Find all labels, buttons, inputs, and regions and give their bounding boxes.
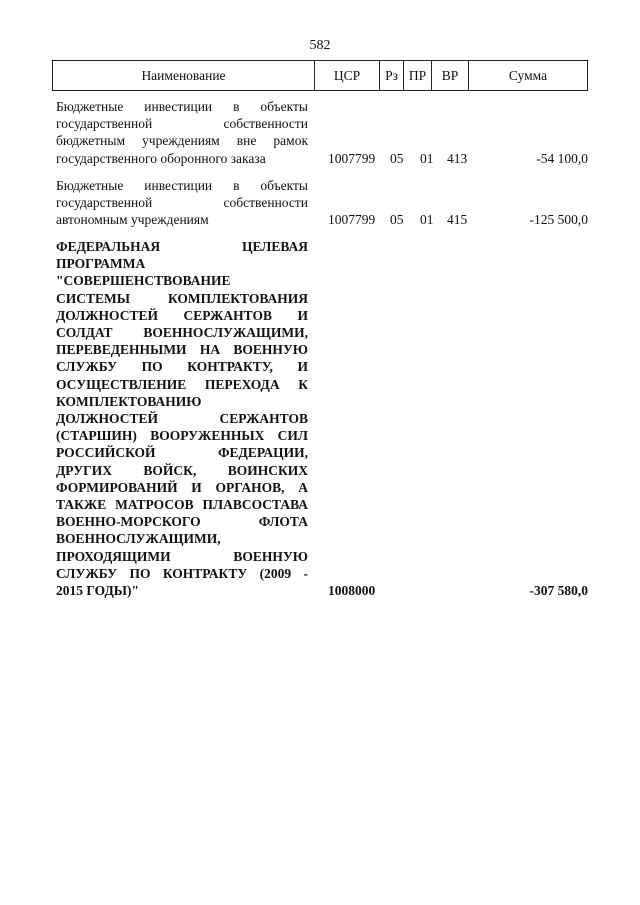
header-sum: Сумма — [508, 68, 548, 83]
row-name-line: СОЛДАТ ВОЕННОСЛУЖАЩИМИ, — [56, 325, 308, 341]
row-vr: 415 — [447, 212, 468, 228]
row-sum: -125 500,0 — [529, 212, 588, 228]
header-csr: ЦСР — [315, 61, 380, 90]
row-name-line: ФОРМИРОВАНИЙ И ОРГАНОВ, А — [56, 479, 308, 495]
row-name-line: ТАКЖЕ МАТРОСОВ ПЛАВСОСТАВА — [56, 497, 308, 513]
row-name-line: СЛУЖБУ ПО КОНТРАКТУ, И — [56, 359, 308, 375]
row-pr: 01 — [420, 150, 434, 166]
row-sum: -307 580,0 — [529, 583, 588, 598]
header-rz: Рз — [380, 61, 404, 90]
row-name-line: Бюджетные инвестиции в объекты — [56, 99, 308, 114]
row-name-line: КОМПЛЕКТОВАНИЮ — [56, 393, 202, 409]
row-name-line: РОССИЙСКОЙ ФЕДЕРАЦИИ, — [56, 445, 308, 461]
row-name-line: ВОЕННОСЛУЖАЩИМИ, — [56, 531, 221, 547]
row-name-line: государственного оборонного заказа — [56, 150, 266, 166]
row-name — [56, 177, 308, 229]
row-name-line: ПРОХОДЯЩИМИ ВОЕННУЮ — [56, 548, 308, 564]
row-name-line: ДОЛЖНОСТЕЙ СЕРЖАНТОВ — [56, 411, 308, 427]
row-name-line: бюджетным учреждениям вне рамок — [56, 133, 308, 149]
row-name-line: ДОЛЖНОСТЕЙ СЕРЖАНТОВ И — [56, 307, 308, 323]
header-name: Наименование — [53, 61, 315, 90]
row-name-line: Бюджетные инвестиции в объекты — [56, 178, 308, 193]
row-name-line: ПРОГРАММА — [56, 256, 146, 272]
page-number: 582 — [309, 38, 331, 53]
row-name-line: "СОВЕРШЕНСТВОВАНИЕ — [56, 273, 231, 289]
row-name-line: СИСТЕМЫ КОМПЛЕКТОВАНИЯ — [56, 290, 308, 306]
row-name-line: (СТАРШИН) ВООРУЖЕННЫХ СИЛ — [56, 428, 308, 444]
row-csr: 1007799 — [328, 212, 376, 228]
row-csr: 1008000 — [328, 583, 376, 598]
row-name-line: 2015 ГОДЫ)" — [56, 583, 139, 599]
row-name-line: ПЕРЕВЕДЕННЫМИ НА ВОЕННУЮ — [56, 342, 308, 358]
header-vr: ВР — [432, 61, 469, 90]
table-header — [52, 60, 588, 91]
row-name — [56, 98, 308, 167]
row-rz: 05 — [390, 212, 404, 228]
row-name-line: ВОЕННО-МОРСКОГО ФЛОТА — [56, 514, 308, 530]
row-name-line: ФЕДЕРАЛЬНАЯ ЦЕЛЕВАЯ — [56, 239, 308, 254]
row-rz: 05 — [390, 150, 404, 166]
row-name — [56, 238, 308, 599]
row-name-line: государственной собственности — [56, 195, 308, 211]
table-row — [52, 238, 588, 603]
row-name-line: СЛУЖБУ ПО КОНТРАКТУ (2009 - — [56, 565, 308, 581]
row-name-line: автономным учреждениям — [56, 212, 209, 228]
header-pr: ПР — [404, 61, 432, 90]
row-name-line: государственной собственности — [56, 116, 308, 132]
row-sum: -54 100,0 — [536, 150, 588, 166]
row-vr: 413 — [447, 150, 468, 166]
table-row — [52, 177, 588, 231]
row-pr: 01 — [420, 212, 434, 228]
row-name-line: ДРУГИХ ВОЙСК, ВОИНСКИХ — [56, 462, 308, 478]
table-row — [52, 98, 588, 170]
row-name-line: ОСУЩЕСТВЛЕНИЕ ПЕРЕХОДА К — [56, 376, 308, 392]
row-csr: 1007799 — [328, 150, 376, 166]
